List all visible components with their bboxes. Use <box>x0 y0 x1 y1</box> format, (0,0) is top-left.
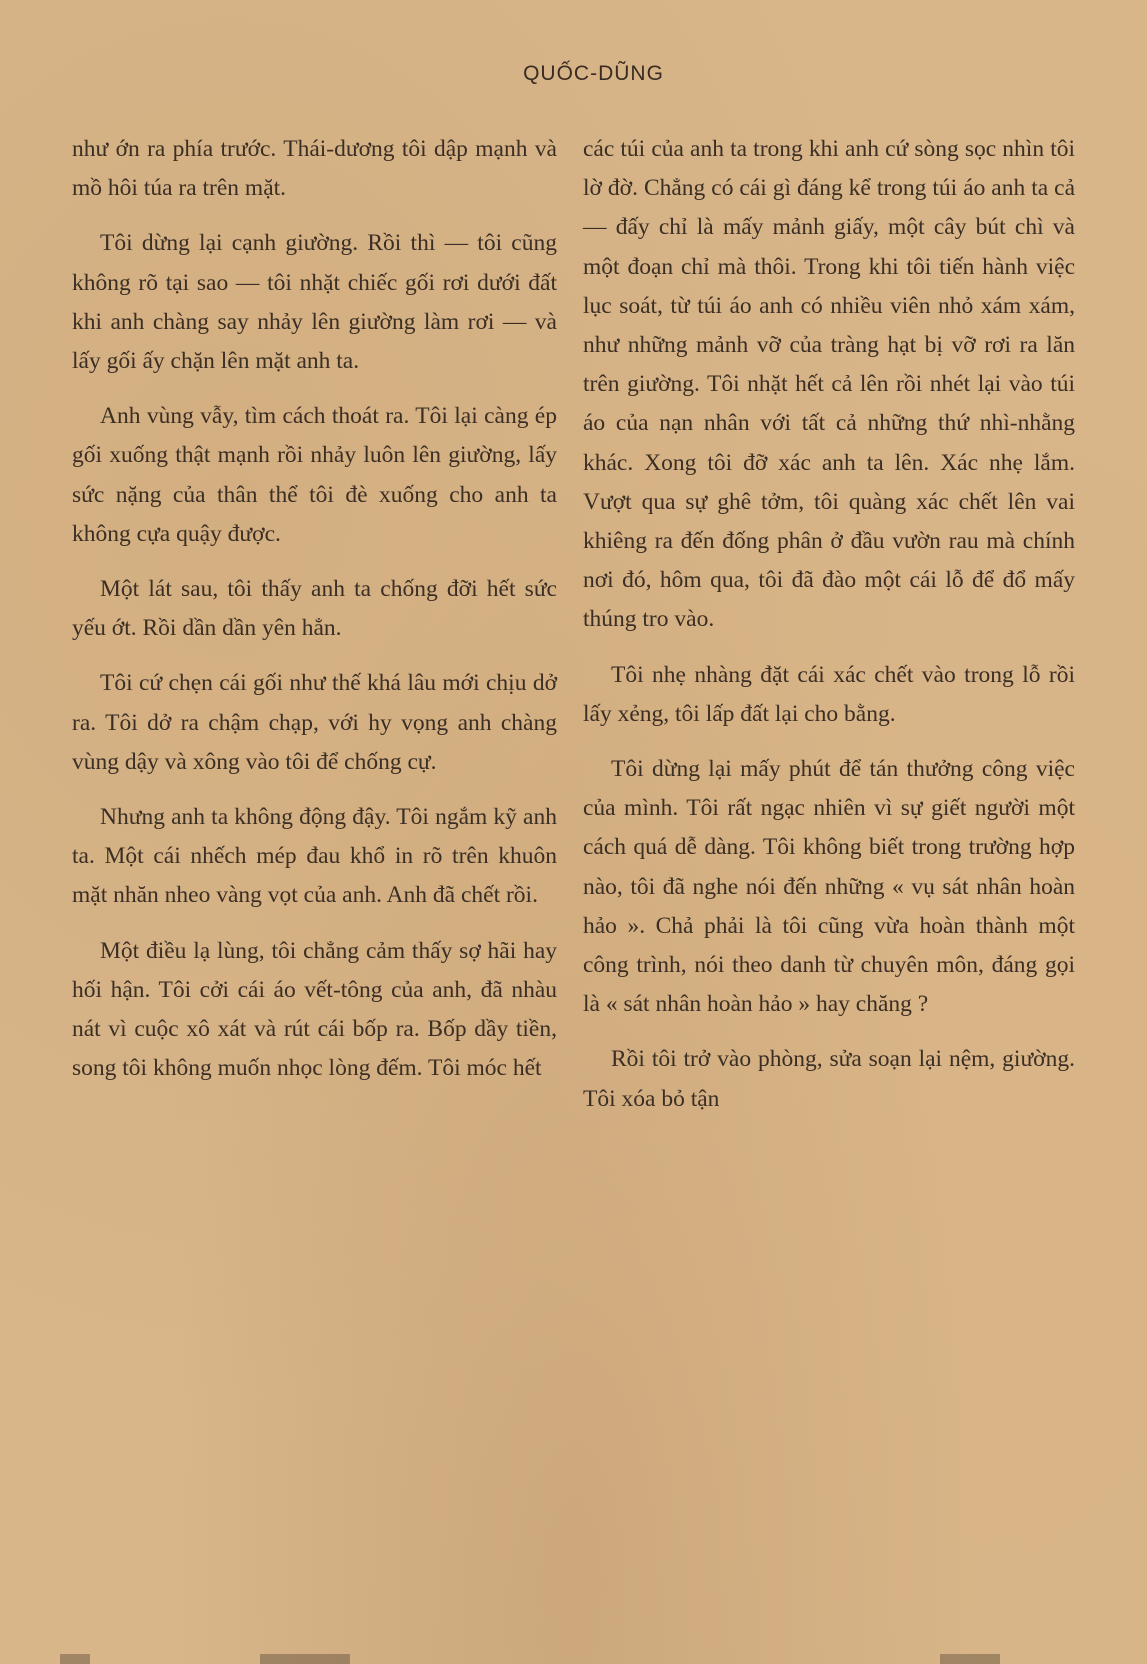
paragraph: Tôi nhẹ nhàng đặt cái xác chết vào trong lỗ rồi lấy xẻng, tôi lấp đất lại cho bằng. <box>583 661 1075 727</box>
header-title: QUỐC-DŨNG <box>523 62 664 85</box>
paragraph: Tôi cứ chẹn cái gối như thế khá lâu mới chịu dở ra. Tôi dở ra chậm chạp, với hy vọng anh chàng vùng dậy và xông vào tôi để chống cự. <box>72 670 557 775</box>
paragraph: Nhưng anh ta không động đậy. Tôi ngắm kỹ anh ta. Một cái nhếch mép đau khổ in rõ trên khuôn mặt nhăn nheo vàng vọt của anh. Anh đã chết rồi. <box>72 804 557 909</box>
footer-smudge <box>940 1654 1000 1664</box>
paragraph: Anh vùng vẫy, tìm cách thoát ra. Tôi lại càng ép gối xuống thật mạnh rồi nhảy luôn lên giường, lấy sức nặng của thân thể tôi đè xuống cho anh ta không cựa quậy được. <box>72 403 557 547</box>
left-column <box>72 130 557 1104</box>
right-column <box>583 130 1075 1135</box>
paragraph: Tôi dừng lại mấy phút để tán thưởng công việc của mình. Tôi rất ngạc nhiên vì sự giết người một cách quá dễ dàng. Tôi không biết trong trường hợp nào, tôi đã nghe nói đến những « vụ sát nhân hoàn hảo ». Chả phải là tôi cũng vừa hoàn thành một công trình, nói theo danh từ chuyên môn, đáng gọi là « sát nhân hoàn hảo » hay chăng ? <box>583 756 1075 1018</box>
paragraph: Một điều lạ lùng, tôi chẳng cảm thấy sợ hãi hay hối hận. Tôi cởi cái áo vết-tông của anh, đã nhàu nát vì cuộc xô xát và rút cái bốp ra. Bốp dầy tiền, song tôi không muốn nhọc lòng đếm. Tôi móc hết <box>72 937 557 1082</box>
paragraph: Một lát sau, tôi thấy anh ta chống đỡi hết sức yếu ớt. Rồi dần dần yên hẳn. <box>72 576 557 642</box>
paragraph: như ớn ra phía trước. Thái-dương tôi dập mạnh và mồ hôi túa ra trên mặt. <box>72 136 557 202</box>
paragraph: Rồi tôi trở vào phòng, sửa soạn lại nệm, giường. Tôi xóa bỏ tận <box>583 1046 1075 1112</box>
footer-smudge <box>260 1654 350 1664</box>
running-header <box>0 62 1147 86</box>
paragraph: các túi của anh ta trong khi anh cứ sòng sọc nhìn tôi lờ đờ. Chẳng có cái gì đáng kể trong túi áo anh ta cả — đấy chỉ là mấy mảnh giấy, một cây bút chì và một đoạn chỉ mà thôi. Trong khi tôi tiến hành việc lục soát, từ túi áo anh có nhiều viên nhỏ xám xám, như những mảnh vỡ của tràng hạt bị vỡ rơi ra lăn trên giường. Tôi nhặt hết cả lên rồi nhét lại vào túi áo của nạn nhân với tất cả những thứ nhì-nhằng khác. Xong tôi đỡ xác anh ta lên. Xác nhẹ lắm. Vượt qua sự ghê tởm, tôi quàng xác chết lên vai khiêng ra đến đống phân ở đầu vườn rau mà chính nơi đó, hôm qua, tôi đã đào một cái lỗ để đổ mấy thúng tro vào. <box>583 136 1075 633</box>
paragraph: Tôi dừng lại cạnh giường. Rồi thì — tôi cũng không rõ tại sao — tôi nhặt chiếc gối rơi dưới đất khi anh chàng say nhảy lên giường làm rơi — và lấy gối ấy chặn lên mặt anh ta. <box>72 230 557 375</box>
footer-smudge <box>60 1654 90 1664</box>
